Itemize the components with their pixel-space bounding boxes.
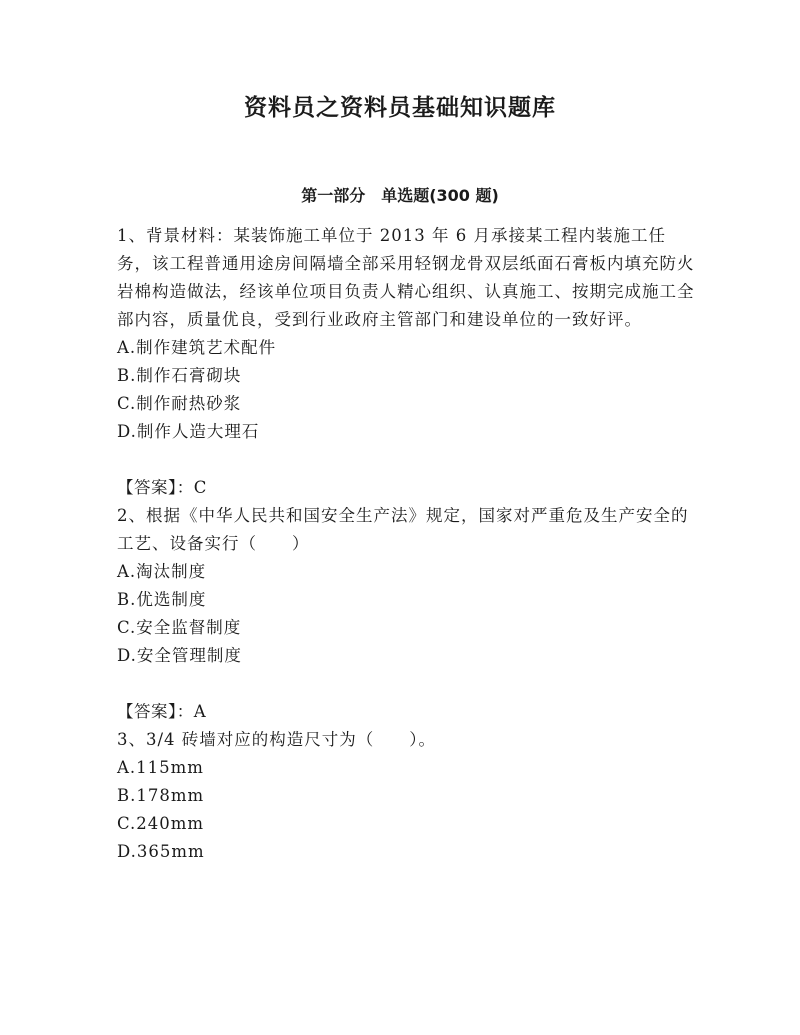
question-stem: 1、背景材料：某装饰施工单位于 2013 年 6 月承接某工程内装施工任务，该工程普通用途房间隔墙全部采用轻钢龙骨双层纸面石膏板内填充防火岩棉构造做法，经该单位项目负责人精心组织、认真施工、按期完成施工全部内容，质量优良，受到行业政府主管部门和建设单位的一致好评。 — [117, 226, 695, 329]
option-c: C.240mm — [117, 814, 205, 833]
question-stem: 3、3/4 砖墙对应的构造尺寸为（ ）。 — [117, 730, 437, 749]
question-3 — [117, 726, 697, 866]
option-a: A.淘汰制度 — [117, 562, 207, 581]
answer-line: 【答案】：A — [117, 702, 207, 721]
option-b: B.优选制度 — [117, 590, 207, 609]
option-d: D.安全管理制度 — [117, 646, 242, 665]
question-2 — [117, 502, 697, 726]
question-list — [117, 222, 697, 866]
option-a: A.115mm — [117, 758, 204, 777]
section-heading: 第一部分 单选题(300 题) — [301, 186, 499, 205]
spacer — [117, 446, 697, 474]
option-b: B.制作石膏砌块 — [117, 366, 242, 385]
option-d: D.制作人造大理石 — [117, 422, 260, 441]
option-c: C.制作耐热砂浆 — [117, 394, 242, 413]
option-c: C.安全监督制度 — [117, 618, 242, 637]
spacer — [117, 670, 697, 698]
option-a: A.制作建筑艺术配件 — [117, 338, 277, 357]
option-d: D.365mm — [117, 842, 205, 861]
document-title: 资料员之资料员基础知识题库 — [244, 95, 556, 121]
option-b: B.178mm — [117, 786, 205, 805]
question-stem: 2、根据《中华人民共和国安全生产法》规定，国家对严重危及生产安全的工艺、设备实行（ ） — [117, 506, 689, 553]
answer-line: 【答案】：C — [117, 478, 207, 497]
question-1 — [117, 222, 697, 502]
